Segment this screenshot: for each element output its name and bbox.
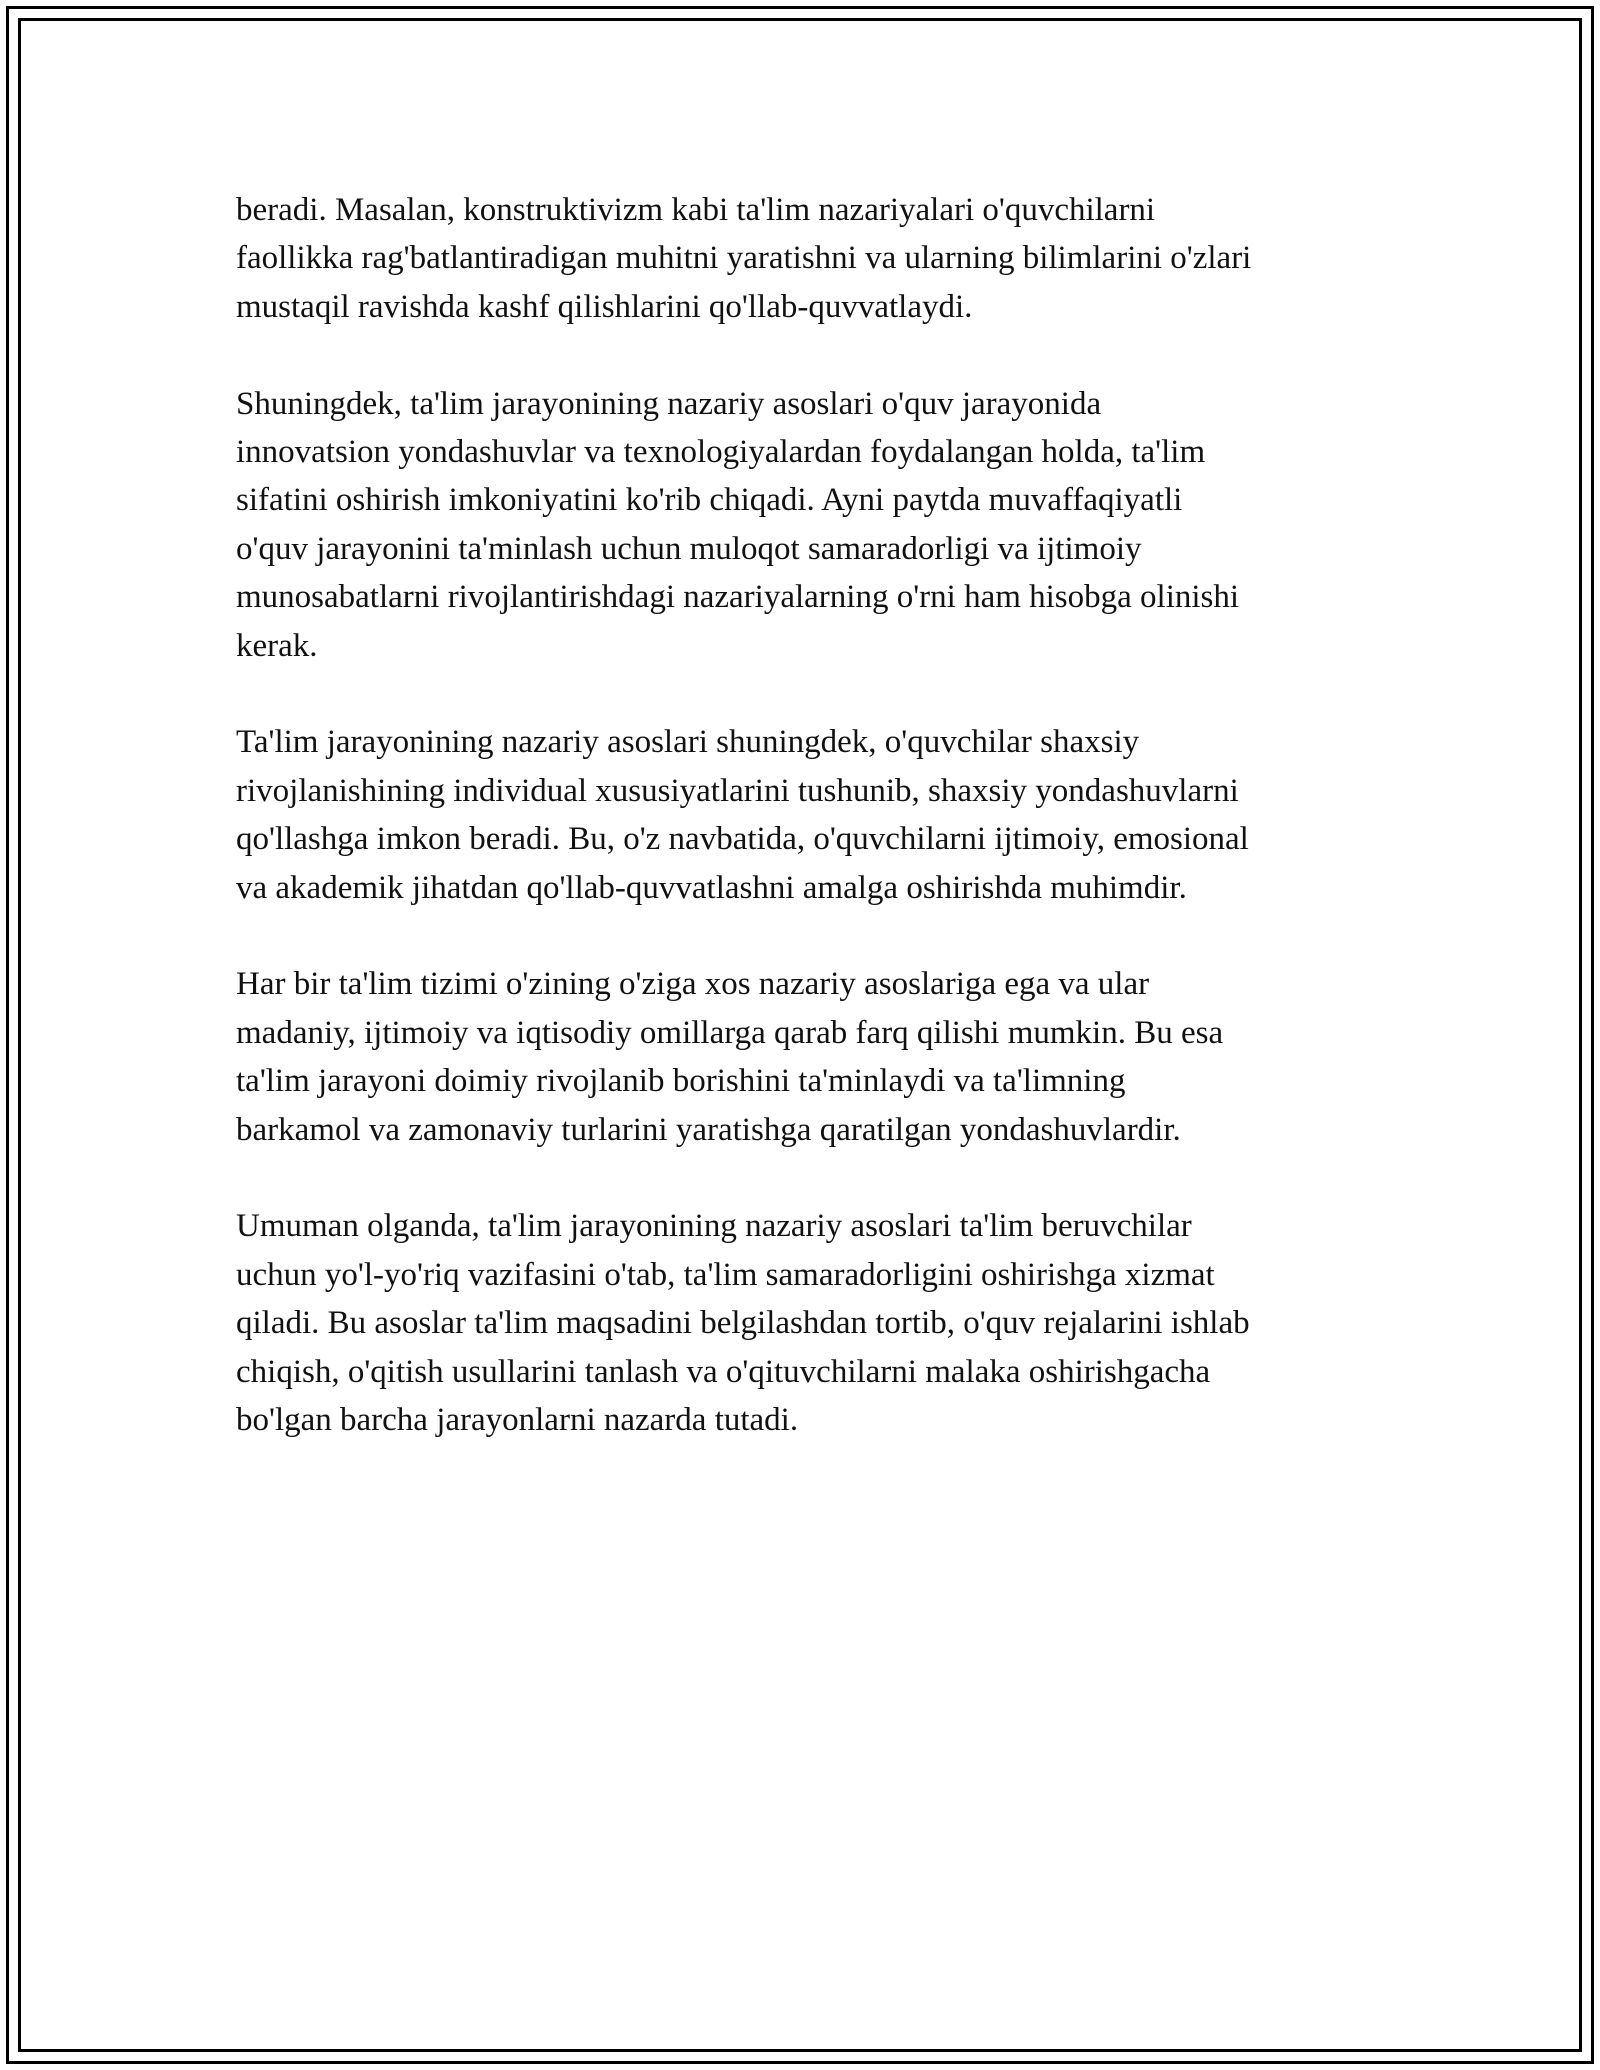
text-line: Umuman olganda, ta'lim jarayonining nazariy asoslari ta'lim beruvchilar bbox=[236, 1208, 1192, 1245]
text-line: uchun yo'l-yo'riq vazifasini o'tab, ta'lim samaradorligini oshirishga xizmat bbox=[236, 1256, 1215, 1293]
text-line: beradi. Masalan, konstruktivizm kabi ta'lim nazariyalari o'quvchilarni bbox=[236, 192, 1156, 228]
text-line: innovatsion yondashuvlar va texnologiyalardan foydalangan holda, ta'lim bbox=[236, 434, 1206, 471]
text-line: qo'llashga imkon beradi. Bu, o'z navbatida, o'quvchilarni ijtimoiy, emosional bbox=[236, 821, 1249, 858]
paragraph-4 bbox=[236, 960, 1386, 1154]
text-line: mustaqil ravishda kashf qilishlarini qo'llab-quvvatlaydi. bbox=[236, 288, 973, 325]
text-line: qiladi. Bu asoslar ta'lim maqsadini belgilashdan tortib, o'quv rejalarini ishlab bbox=[236, 1305, 1250, 1342]
text-line: o'quv jarayonini ta'minlash uchun muloqot samaradorligi va ijtimoiy bbox=[236, 530, 1142, 567]
text-line: va akademik jihatdan qo'llab-quvvatlashni amalga oshirishda muhimdir. bbox=[236, 869, 1187, 906]
paragraph-5 bbox=[236, 1202, 1386, 1444]
text-line: bo'lgan barcha jarayonlarni nazarda tutadi. bbox=[236, 1402, 799, 1439]
document-body bbox=[236, 186, 1386, 1493]
text-line: rivojlanishining individual xususiyatlarini tushunib, shaxsiy yondashuvlarni bbox=[236, 772, 1239, 809]
paragraph-2 bbox=[236, 380, 1386, 670]
text-line: madaniy, ijtimoiy va iqtisodiy omillarga qarab farq qilishi mumkin. Bu esa bbox=[236, 1014, 1224, 1051]
paragraph-3 bbox=[236, 718, 1386, 912]
text-line: faollikka rag'batlantiradigan muhitni yaratishni va ularning bilimlarini o'zlari bbox=[236, 240, 1252, 277]
text-line: Shuningdek, ta'lim jarayonining nazariy asoslari o'quv jarayonida bbox=[236, 385, 1102, 422]
paragraph-1 bbox=[236, 186, 1386, 331]
text-line: chiqish, o'qitish usullarini tanlash va o'qituvchilarni malaka oshirishgacha bbox=[236, 1353, 1211, 1390]
text-line: kerak. bbox=[236, 627, 318, 664]
text-line: Har bir ta'lim tizimi o'zining o'ziga xos nazariy asoslariga ega va ular bbox=[236, 966, 1150, 1003]
text-line: ta'lim jarayoni doimiy rivojlanib borishini ta'minlaydi va ta'limning bbox=[236, 1063, 1126, 1100]
text-line: munosabatlarni rivojlantirishdagi nazariyalarning o'rni ham hisobga olinishi bbox=[236, 579, 1240, 616]
text-line: sifatini oshirish imkoniyatini ko'rib chiqadi. Ayni paytda muvaffaqiyatli bbox=[236, 482, 1183, 519]
text-line: barkamol va zamonaviy turlarini yaratishga qaratilgan yondashuvlardir. bbox=[236, 1111, 1181, 1148]
text-line: Ta'lim jarayonining nazariy asoslari shuningdek, o'quvchilar shaxsiy bbox=[236, 724, 1140, 761]
